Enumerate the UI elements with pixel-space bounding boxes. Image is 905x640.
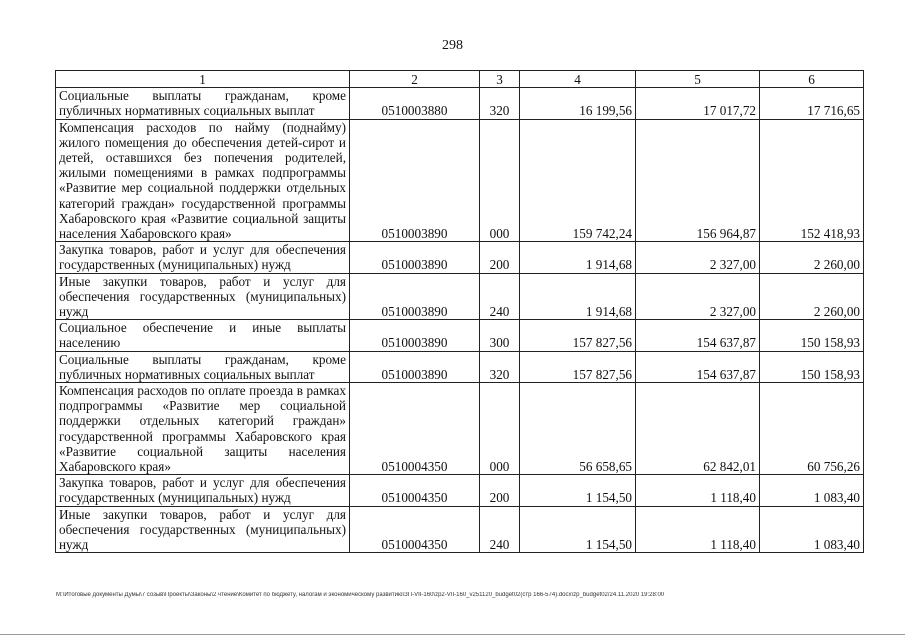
amount-year1-cell: 16 199,56: [520, 88, 636, 119]
amount-year1-cell: 1 914,68: [520, 242, 636, 273]
expense-name-cell: Компенсация расходов по найму (поднайму) жилого помещения до обеспечения детей-сирот и детей, оставшихся без попечения родителей, жилыми помещениями в рамках подпрограммы «Развитие мер социальной поддержки отдельных категорий граждан» государственной программы Хабаровского края «Развитие социальной защиты населения Хабаровского края»: [56, 119, 350, 242]
amount-year2-cell: 17 017,72: [636, 88, 760, 119]
amount-year1-cell: 56 658,65: [520, 383, 636, 475]
target-article-cell: 0510004350: [350, 506, 480, 553]
column-header: 2: [350, 71, 480, 88]
target-article-cell: 0510004350: [350, 475, 480, 506]
amount-year2-cell: 2 327,00: [636, 273, 760, 320]
table-row: [56, 506, 864, 553]
amount-year1-cell: 157 827,56: [520, 320, 636, 351]
expense-name-cell: Социальные выплаты гражданам, кроме публичных нормативных социальных выплат: [56, 351, 350, 382]
column-header: 6: [760, 71, 864, 88]
amount-year3-cell: 1 083,40: [760, 506, 864, 553]
expense-type-cell: 320: [480, 351, 520, 382]
table-row: [56, 88, 864, 119]
amount-year3-cell: 1 083,40: [760, 475, 864, 506]
expense-type-cell: 200: [480, 242, 520, 273]
amount-year1-cell: 1 154,50: [520, 506, 636, 553]
table-row: [56, 119, 864, 242]
page-number: 298: [442, 38, 463, 53]
target-article-cell: 0510003890: [350, 119, 480, 242]
amount-year1-cell: 157 827,56: [520, 351, 636, 382]
expense-name-cell: Социальные выплаты гражданам, кроме публичных нормативных социальных выплат: [56, 88, 350, 119]
budget-table: [55, 70, 864, 553]
amount-year1-cell: 159 742,24: [520, 119, 636, 242]
amount-year3-cell: 152 418,93: [760, 119, 864, 242]
page-bottom-divider: [0, 634, 905, 635]
expense-name-cell: Социальное обеспечение и иные выплаты населению: [56, 320, 350, 351]
expense-name-cell: Компенсация расходов по оплате проезда в рамках подпрограммы «Развитие мер социальной поддержки отдельных категорий граждан» государственной программы Хабаровского края «Развитие социальной защиты населения Хабаровского края»: [56, 383, 350, 475]
table-row: [56, 273, 864, 320]
column-header: 4: [520, 71, 636, 88]
target-article-cell: 0510003890: [350, 273, 480, 320]
amount-year3-cell: 2 260,00: [760, 242, 864, 273]
table-header-row: [56, 71, 864, 88]
expense-type-cell: 240: [480, 273, 520, 320]
expense-type-cell: 300: [480, 320, 520, 351]
amount-year2-cell: 154 637,87: [636, 320, 760, 351]
amount-year2-cell: 156 964,87: [636, 119, 760, 242]
table-row: [56, 320, 864, 351]
expense-type-cell: 320: [480, 88, 520, 119]
target-article-cell: 0510003890: [350, 242, 480, 273]
target-article-cell: 0510003890: [350, 320, 480, 351]
table-row: [56, 475, 864, 506]
table-row: [56, 242, 864, 273]
target-article-cell: 0510004350: [350, 383, 480, 475]
amount-year2-cell: 2 327,00: [636, 242, 760, 273]
expense-type-cell: 000: [480, 383, 520, 475]
amount-year3-cell: 150 158,93: [760, 320, 864, 351]
amount-year3-cell: 60 756,26: [760, 383, 864, 475]
amount-year3-cell: 150 158,93: [760, 351, 864, 382]
expense-type-cell: 000: [480, 119, 520, 242]
expense-name-cell: Иные закупки товаров, работ и услуг для обеспечения государственных (муниципальных) нужд: [56, 273, 350, 320]
column-header: 3: [480, 71, 520, 88]
expense-name-cell: Иные закупки товаров, работ и услуг для обеспечения государственных (муниципальных) нужд: [56, 506, 350, 553]
target-article-cell: 0510003880: [350, 88, 480, 119]
document-file-path: M:\Итоговые документы Думы\7 созыв\Проекты\Законы\2 чтение\Комитет по бюджету, налогам и экономическому развитию\ЗП-VII-160\zp2-VII-160_v251120_budget02(стр 166-574).docx\zp_budget02/24.11.2020 19:28:00: [56, 592, 665, 598]
expense-name-cell: Закупка товаров, работ и услуг для обеспечения государственных (муниципальных) нужд: [56, 242, 350, 273]
amount-year2-cell: 1 118,40: [636, 506, 760, 553]
amount-year3-cell: 17 716,65: [760, 88, 864, 119]
amount-year3-cell: 2 260,00: [760, 273, 864, 320]
table-row: [56, 351, 864, 382]
column-header: 5: [636, 71, 760, 88]
table-row: [56, 383, 864, 475]
amount-year2-cell: 62 842,01: [636, 383, 760, 475]
expense-name-cell: Закупка товаров, работ и услуг для обеспечения государственных (муниципальных) нужд: [56, 475, 350, 506]
amount-year1-cell: 1 914,68: [520, 273, 636, 320]
target-article-cell: 0510003890: [350, 351, 480, 382]
expense-type-cell: 200: [480, 475, 520, 506]
amount-year2-cell: 154 637,87: [636, 351, 760, 382]
expense-type-cell: 240: [480, 506, 520, 553]
amount-year1-cell: 1 154,50: [520, 475, 636, 506]
amount-year2-cell: 1 118,40: [636, 475, 760, 506]
column-header: 1: [56, 71, 350, 88]
